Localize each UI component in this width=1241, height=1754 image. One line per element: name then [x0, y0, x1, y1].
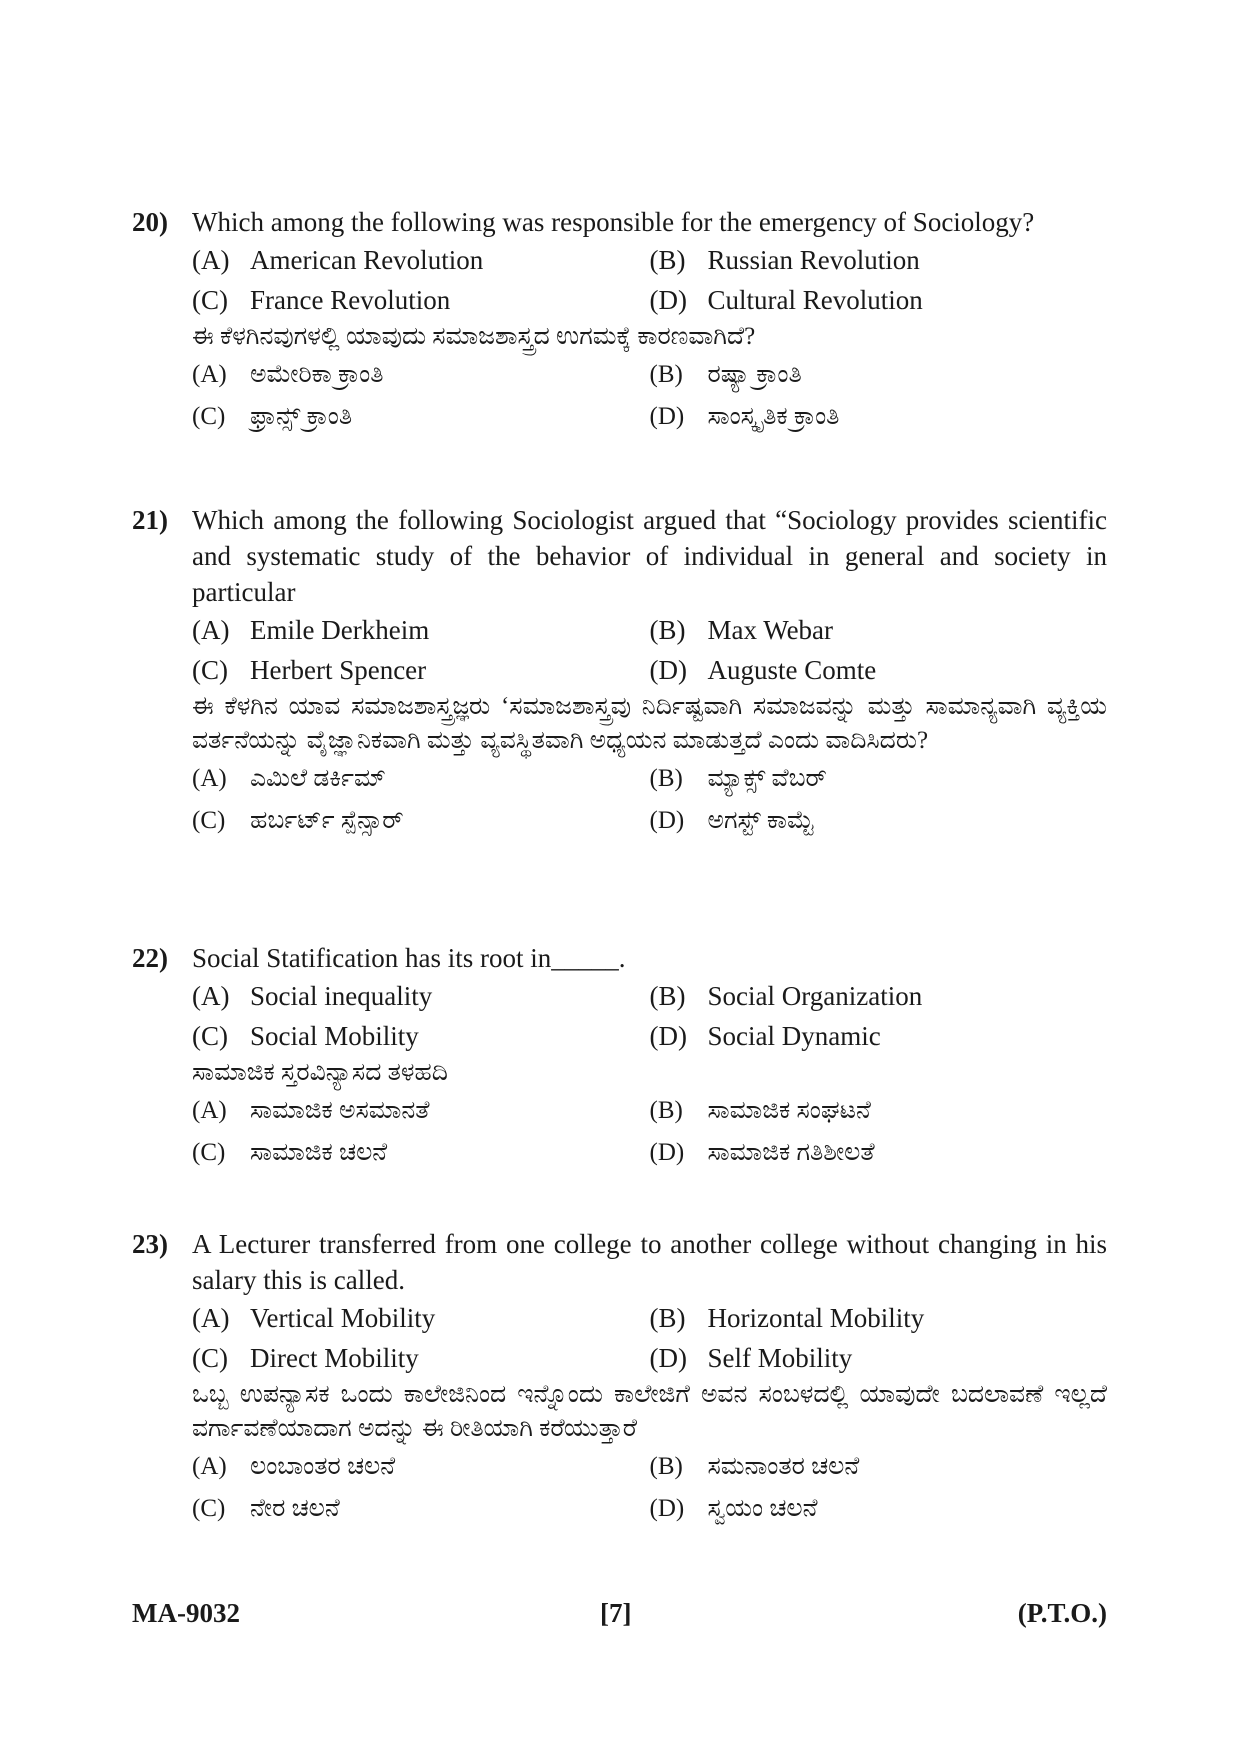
- question-text: A Lecturer transferred from one college to another college without changing in his salary this is called.: [192, 1229, 1107, 1295]
- kannada-option-b: [650, 354, 1108, 396]
- option-text: ಸಾಮಾಜಿಕ ಚಲನೆ: [250, 1139, 388, 1166]
- kannada-option-d: [650, 1132, 1108, 1174]
- option-text: ಅಗಸ್ಟ್ ಕಾಮ್ಟೆ: [707, 807, 814, 834]
- option-label: (B): [649, 765, 683, 792]
- kannada-option-c: [192, 1488, 650, 1530]
- option-label: (A): [192, 981, 230, 1011]
- option-label: (C): [192, 655, 228, 685]
- option-label: (C): [192, 403, 226, 430]
- kannada-option-c: [192, 1132, 650, 1174]
- option-label: (D): [649, 1343, 687, 1373]
- option-d: [650, 650, 1108, 690]
- option-label: (B): [649, 615, 686, 645]
- option-text: ನೇರ ಚಲನೆ: [250, 1495, 340, 1522]
- kannada-option-b: [650, 1090, 1108, 1132]
- options-row: [192, 650, 1107, 690]
- option-a: [192, 610, 650, 650]
- options-row: [192, 1338, 1107, 1378]
- option-label: (A): [192, 1097, 227, 1124]
- question-text: Social Statification has its root in_____.: [192, 943, 626, 973]
- kannada-option-a: [192, 354, 650, 396]
- question-number: 22): [132, 943, 168, 973]
- question-21: [132, 502, 1107, 842]
- option-text: ಲಂಬಾಂತರ ಚಲನೆ: [250, 1453, 396, 1480]
- kannada-question-text: ಈ ಕೆಳಗಿನ ಯಾವ ಸಮಾಜಶಾಸ್ತ್ರಜ್ಞರು ‘ಸಮಾಜಶಾಸ್ತ್ರವು ನಿರ್ದಿಷ್ಟವಾಗಿ ಸಮಾಜವನ್ನು ಮತ್ತು ಸಾಮಾನ್ಯವಾಗಿ ವ್ಯಕ್ತಿಯ ವರ್ತನೆಯನ್ನು ವೈಜ್ಞಾನಿಕವಾಗಿ ಮತ್ತು ವ್ಯವಸ್ಥಿತವಾಗಿ ಅಧ್ಯಯನ ಮಾಡುತ್ತದೆ ಎಂದು ವಾದಿಸಿದರು?: [192, 693, 1107, 754]
- option-text: Horizontal Mobility: [707, 1303, 925, 1333]
- option-b: [650, 976, 1108, 1016]
- kannada-options-row: [192, 1446, 1107, 1488]
- option-text: ಸಾಮಾಜಿಕ ಅಸಮಾನತೆ: [250, 1097, 430, 1124]
- option-label: (C): [192, 1139, 226, 1166]
- option-label: (C): [192, 1021, 228, 1051]
- paper-code: MA-9032: [132, 1598, 240, 1628]
- option-label: (A): [192, 615, 230, 645]
- kannada-options-row: [192, 396, 1107, 438]
- options-row: [192, 1016, 1107, 1056]
- option-text: ಸ್ವಯಂ ಚಲನೆ: [707, 1495, 818, 1522]
- question-number: 21): [132, 505, 168, 535]
- kannada-options-row: [192, 800, 1107, 842]
- option-text: Herbert Spencer: [250, 655, 427, 685]
- option-text: Max Webar: [707, 615, 834, 645]
- option-c: [192, 650, 650, 690]
- kannada-option-d: [650, 1488, 1108, 1530]
- option-text: France Revolution: [250, 285, 451, 315]
- option-label: (C): [192, 807, 226, 834]
- kannada-options-row: [192, 1090, 1107, 1132]
- option-text: Cultural Revolution: [707, 285, 923, 315]
- option-text: ರಷ್ಯಾ ಕ್ರಾಂತಿ: [707, 361, 802, 388]
- option-label: (D): [649, 1495, 685, 1522]
- question-20: [132, 204, 1107, 438]
- options-row: [192, 1298, 1107, 1338]
- option-label: (C): [192, 285, 228, 315]
- option-text: ಸಾಂಸ್ಕೃತಿಕ ಕ್ರಾಂತಿ: [707, 403, 840, 430]
- kannada-option-a: [192, 1090, 650, 1132]
- option-c: [192, 1016, 650, 1056]
- option-text: ಹರ್ಬರ್ಟ್ ಸ್ಪೆನ್ಸಾರ್: [250, 807, 404, 834]
- question-text: Which among the following Sociologist argued that “Sociology provides scientific and systematic study of the behavior of individual in general and society in particular: [192, 505, 1107, 607]
- option-label: (A): [192, 1453, 227, 1480]
- kannada-option-d: [650, 800, 1108, 842]
- option-a: [192, 1298, 650, 1338]
- option-label: (D): [649, 1139, 685, 1166]
- option-text: Emile Derkheim: [250, 615, 430, 645]
- option-a: [192, 240, 650, 280]
- option-text: ಎಮಿಲೆ ಡರ್ಕಿಮ್: [250, 765, 386, 792]
- question-23: [132, 1226, 1107, 1530]
- question-number: 23): [132, 1229, 168, 1259]
- kannada-option-c: [192, 800, 650, 842]
- kannada-question-text: ಸಾಮಾಜಿಕ ಸ್ತರವಿನ್ಯಾಸದ ತಳಹದಿ: [192, 1059, 448, 1086]
- option-label: (A): [192, 361, 227, 388]
- option-text: Social Mobility: [250, 1021, 419, 1051]
- option-d: [650, 1338, 1108, 1378]
- option-label: (C): [192, 1495, 226, 1522]
- kannada-options-row: [192, 1488, 1107, 1530]
- option-text: Social Organization: [707, 981, 923, 1011]
- kannada-option-b: [650, 758, 1108, 800]
- kannada-options-row: [192, 354, 1107, 396]
- question-22: [132, 940, 1107, 1174]
- pto-label: (P.T.O.): [1017, 1598, 1107, 1628]
- option-label: (B): [649, 981, 686, 1011]
- option-label: (D): [649, 807, 685, 834]
- option-text: Self Mobility: [707, 1343, 853, 1373]
- option-b: [650, 240, 1108, 280]
- option-text: ಸಮನಾಂತರ ಚಲನೆ: [707, 1453, 860, 1480]
- option-label: (D): [649, 403, 685, 430]
- option-a: [192, 976, 650, 1016]
- kannada-options-row: [192, 1132, 1107, 1174]
- option-text: ಸಾಮಾಜಿಕ ಗತಿಶೀಲತೆ: [707, 1139, 875, 1166]
- option-b: [650, 610, 1108, 650]
- question-text: Which among the following was responsible for the emergency of Sociology?: [192, 207, 1035, 237]
- option-label: (B): [649, 1453, 683, 1480]
- option-text: ಸಾಮಾಜಿಕ ಸಂಘಟನೆ: [707, 1097, 871, 1124]
- option-c: [192, 1338, 650, 1378]
- option-label: (D): [649, 655, 687, 685]
- option-text: Russian Revolution: [707, 245, 920, 275]
- option-text: American Revolution: [250, 245, 484, 275]
- option-label: (B): [649, 1303, 686, 1333]
- option-label: (A): [192, 245, 230, 275]
- option-label: (A): [192, 765, 227, 792]
- option-text: ಅಮೇರಿಕಾ ಕ್ರಾಂತಿ: [250, 361, 384, 388]
- option-text: Social inequality: [250, 981, 433, 1011]
- option-label: (C): [192, 1343, 228, 1373]
- option-text: ಫ್ರಾನ್ಸ್ ಕ್ರಾಂತಿ: [250, 403, 353, 430]
- option-c: [192, 280, 650, 320]
- option-text: Auguste Comte: [707, 655, 877, 685]
- option-d: [650, 280, 1108, 320]
- option-text: Vertical Mobility: [250, 1303, 436, 1333]
- options-row: [192, 976, 1107, 1016]
- kannada-option-d: [650, 396, 1108, 438]
- option-label: (A): [192, 1303, 230, 1333]
- question-number: 20): [132, 207, 168, 237]
- kannada-option-c: [192, 396, 650, 438]
- option-text: ಮ್ಯಾಕ್ಸ್ ವೆಬರ್: [707, 765, 827, 792]
- option-label: (D): [649, 1021, 687, 1051]
- kannada-option-a: [192, 758, 650, 800]
- kannada-option-a: [192, 1446, 650, 1488]
- page-number: [7]: [600, 1598, 632, 1628]
- kannada-option-b: [650, 1446, 1108, 1488]
- option-label: (B): [649, 361, 683, 388]
- option-b: [650, 1298, 1108, 1338]
- kannada-question-text: ಒಬ್ಬ ಉಪನ್ಯಾಸಕ ಒಂದು ಕಾಲೇಜಿನಿಂದ ಇನ್ನೊಂದು ಕಾಲೇಜಿಗೆ ಅವನ ಸಂಬಳದಲ್ಲಿ ಯಾವುದೇ ಬದಲಾವಣೆ ಇಲ್ಲದೆ ವರ್ಗಾವಣೆಯಾದಾಗ ಅದನ್ನು ಈ ರೀತಿಯಾಗಿ ಕರೆಯುತ್ತಾರೆ: [192, 1381, 1107, 1442]
- option-label: (B): [649, 245, 686, 275]
- option-text: Social Dynamic: [707, 1021, 881, 1051]
- options-row: [192, 240, 1107, 280]
- page-footer: [132, 1598, 1107, 1638]
- option-label: (B): [649, 1097, 683, 1124]
- kannada-options-row: [192, 758, 1107, 800]
- option-text: Direct Mobility: [250, 1343, 419, 1373]
- option-d: [650, 1016, 1108, 1056]
- options-row: [192, 610, 1107, 650]
- option-label: (D): [649, 285, 687, 315]
- kannada-question-text: ಈ ಕೆಳಗಿನವುಗಳಲ್ಲಿ ಯಾವುದು ಸಮಾಜಶಾಸ್ತ್ರದ ಉಗಮಕ್ಕೆ ಕಾರಣವಾಗಿದೆ?: [192, 323, 756, 350]
- options-row: [192, 280, 1107, 320]
